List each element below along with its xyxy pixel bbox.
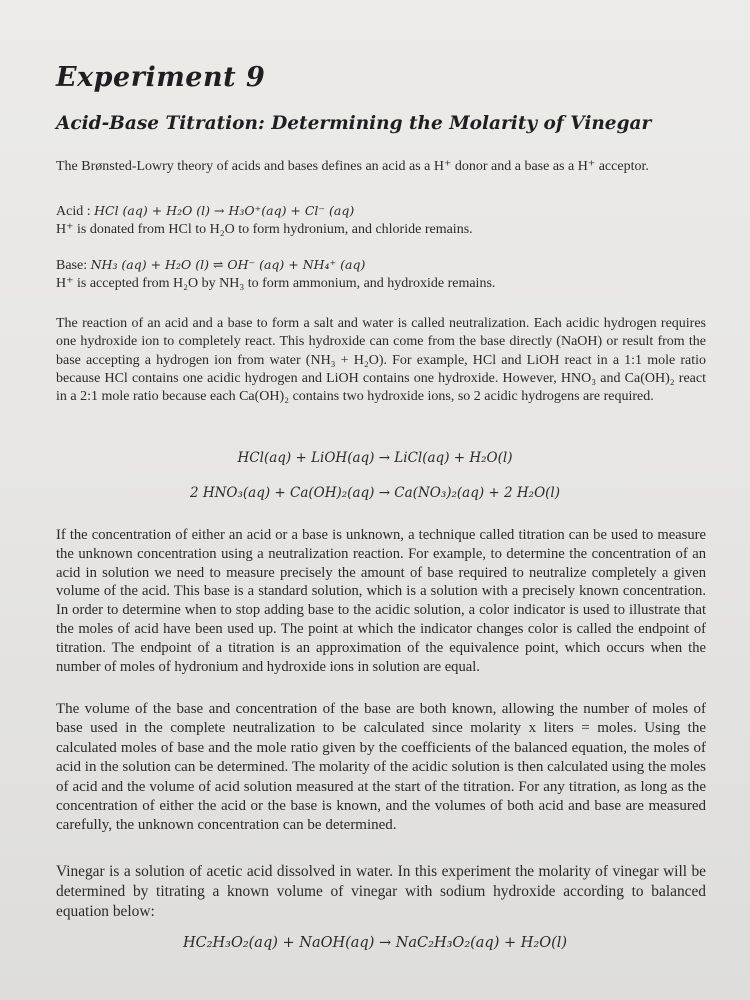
equation-hcl-lioh: HCl(aq) + LiOH(aq) → LiCl(aq) + H₂O(l) <box>237 450 513 466</box>
acid-equation-line <box>56 202 706 221</box>
neutralization-text: The reaction of an acid and a base to form a salt and water is called neutralization. Each acidic hydrogen requires one hydroxide ion to completely react. This hydroxide can come from the base directly (NaOH) or result from the base accepting a hydrogen ion from water (NH₃ + H₂O). For example, HCl and LiOH react in a 1:1 mole ratio because HCl contains one acidic hydrogen and LiOH contains one hydroxide. However, HNO₃ and Ca(OH)₂ react in a 2:1 mole ratio because each Ca(OH)₂ contains two hydroxide ions, so 2 acidic hydrogens are required. <box>56 316 706 405</box>
vinegar-paragraph <box>56 862 706 921</box>
acid-note: H⁺ is donated from HCl to H₂O to form hydronium, and chloride remains. <box>56 222 473 237</box>
base-section <box>56 256 706 293</box>
equation-hno3-caoh2: 2 HNO₃(aq) + Ca(OH)₂(aq) → Ca(NO₃)₂(aq) + 2 H₂O(l) <box>189 485 561 501</box>
equation-acetic-naoh: HC₂H₃O₂(aq) + NaOH(aq) → NaC₂H₃O₂(aq) + H₂O(l) <box>182 935 568 951</box>
experiment-title: Experiment 9 <box>56 62 266 93</box>
vinegar-text: Vinegar is a solution of acetic acid dissolved in water. In this experiment the molarity of vinegar will be determined by titrating a known volume of vinegar with sodium hydroxide according to balanced equation below: <box>56 863 706 920</box>
base-equation-line <box>56 256 706 275</box>
acid-equation: HCl (aq) + H₂O (l) → H₃O⁺(aq) + Cl⁻ (aq) <box>94 203 355 218</box>
acid-section <box>56 202 706 239</box>
titration-paragraph-1 <box>56 526 706 676</box>
intro-text: The Brønsted-Lowry theory of acids and bases defines an acid as a H⁺ donor and a base as a H⁺ acceptor. <box>56 159 649 174</box>
base-equation: NH₃ (aq) + H₂O (l) ⇌ OH⁻ (aq) + NH₄⁺ (aq) <box>90 257 366 272</box>
titration-paragraph-2 <box>56 700 706 836</box>
neutralization-paragraph <box>56 315 706 406</box>
intro-paragraph <box>56 158 706 176</box>
acid-label: Acid : <box>56 204 95 219</box>
experiment-subtitle: Acid-Base Titration: Determining the Molarity of Vinegar <box>56 113 652 134</box>
base-label: Base: <box>56 258 91 273</box>
titration-text-1: If the concentration of either an acid or a base is unknown, a technique called titration can be used to measure the unknown concentration using a neutralization reaction. For example, to determine the concentration of an acid in solution we need to measure precisely the amount of base required to neutralize completely a given volume of the acid. This base is a standard solution, which is a solution with a precisely known concentration. In order to determine when to stop adding base to the acidic solution, a color indicator is used to illustrate that the moles of acid have been used up. The point at which the indicator changes color is called the endpoint of titration. The endpoint of a titration is an approximation of the equivalence point, which occurs when the number of moles of hydronium and hydroxide ions in solution are equal. <box>56 527 706 675</box>
titration-text-2: The volume of the base and concentration of the base are both known, allowing the number of moles of base used in the complete neutralization to be calculated since molarity x liters = moles. Using the calculated moles of base and the mole ratio given by the coefficients of the balanced equation, the moles of acid in the solution can be determined. The molarity of the acidic solution is then calculated using the moles of acid and the volume of acid solution measured at the start of the titration. For any titration, as long as the concentration of either the acid or the base is known, and the volumes of both acid and base are measured carefully, the unknown concentration can be determined. <box>56 701 706 834</box>
base-note: H⁺ is accepted from H₂O by NH₃ to form ammonium, and hydroxide remains. <box>56 276 496 291</box>
